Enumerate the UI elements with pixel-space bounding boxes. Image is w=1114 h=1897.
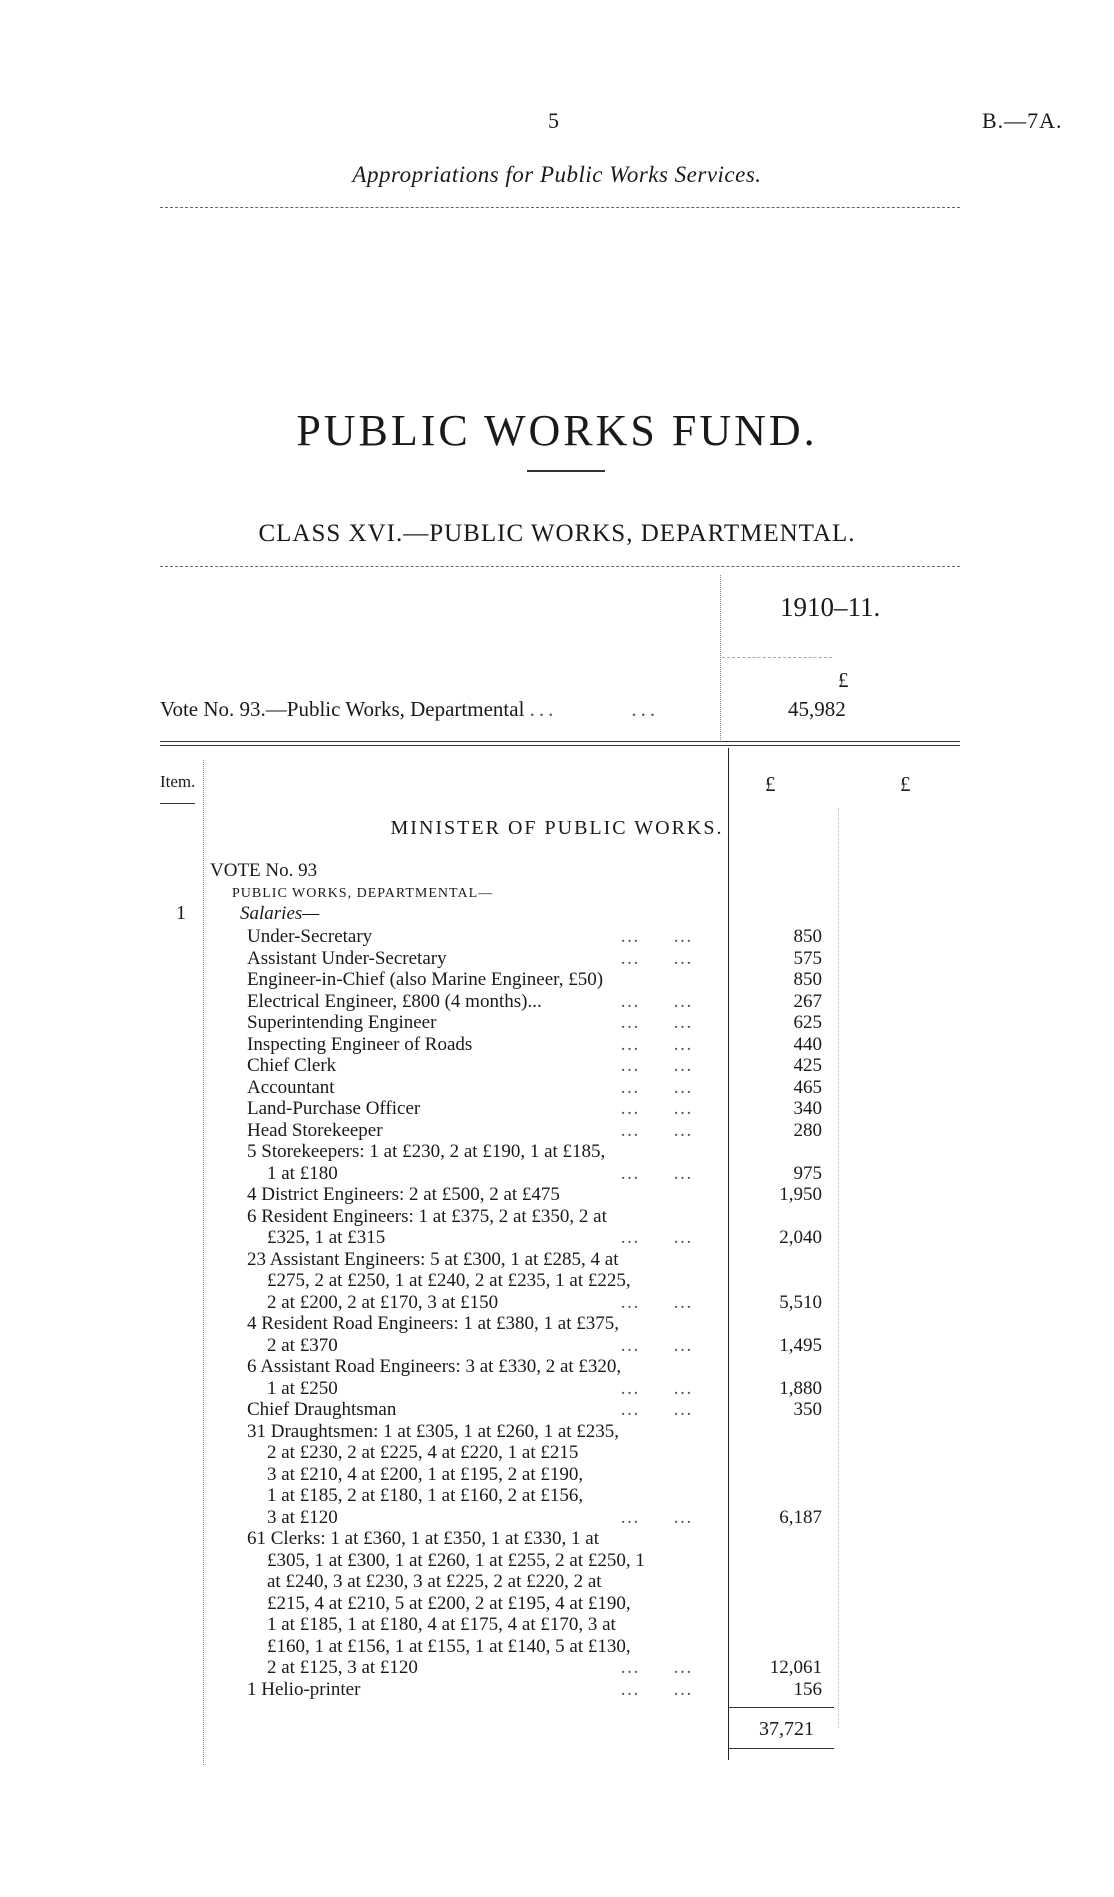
row-amount: 1,950 <box>779 1184 822 1205</box>
row-amount: 350 <box>793 1399 822 1420</box>
total-rule-top <box>729 1707 834 1708</box>
subhead: PUBLIC WORKS, DEPARTMENTAL— <box>232 886 494 901</box>
running-title: Appropriations for Public Works Services. <box>352 162 762 187</box>
leader-dots: … … <box>620 1291 695 1313</box>
table-row <box>0 1292 1114 1314</box>
item-heading: Salaries— <box>240 903 320 924</box>
leader-dots: … … <box>620 1119 695 1141</box>
row-amount: 425 <box>793 1055 822 1076</box>
leader-dots: … … <box>620 1657 695 1678</box>
table-row <box>0 1485 1114 1507</box>
leader-dots: … … <box>620 1012 695 1033</box>
table-row <box>0 1055 1114 1077</box>
page-number: 5 <box>548 108 559 133</box>
row-description: 5 Storekeepers: 1 at £230, 2 at £190, 1 at £185, <box>247 1141 606 1162</box>
row-amount: 156 <box>793 1678 822 1700</box>
row-description: £305, 1 at £300, 1 at £260, 1 at £255, 2 at £250, 1 <box>267 1549 645 1571</box>
row-description: £325, 1 at £315 <box>267 1227 386 1248</box>
class-title: CLASS XVI.—PUBLIC WORKS, DEPARTMENTAL. <box>258 520 856 547</box>
row-amount: 6,187 <box>779 1506 822 1528</box>
table-row <box>0 1313 1114 1335</box>
table-row <box>0 1464 1114 1486</box>
table-row <box>0 1593 1114 1615</box>
title-rule <box>527 470 605 472</box>
row-description: Assistant Under-Secretary <box>247 947 447 969</box>
row-description: Land-Purchase Officer <box>247 1098 421 1119</box>
row-amount: 1,880 <box>779 1377 822 1399</box>
table-row <box>0 1141 1114 1163</box>
table-row <box>0 1227 1114 1249</box>
item-column-header: Item. <box>160 772 196 791</box>
table-row <box>0 1507 1114 1529</box>
row-description: £275, 2 at £250, 1 at £240, 2 at £235, 1 at £225, <box>267 1270 631 1291</box>
row-description: Chief Clerk <box>247 1055 337 1076</box>
table-row <box>0 1077 1114 1099</box>
total-rule-bottom <box>729 1748 834 1749</box>
minister-heading: MINISTER OF PUBLIC WORKS. <box>390 817 724 839</box>
item-header-rule <box>160 803 195 804</box>
table-row <box>0 1571 1114 1593</box>
row-amount: 850 <box>793 969 822 990</box>
total-amount: 37,721 <box>759 1718 814 1740</box>
table-row <box>0 1528 1114 1550</box>
table-row <box>0 1034 1114 1056</box>
row-amount: 2,040 <box>779 1227 822 1248</box>
table-row <box>0 1399 1114 1421</box>
table-row <box>0 1120 1114 1142</box>
row-amount: 850 <box>793 926 822 947</box>
leader-dots: … … <box>620 1334 695 1356</box>
row-amount: 1,495 <box>779 1334 822 1356</box>
row-description: 31 Draughtsmen: 1 at £305, 1 at £260, 1 at £235, <box>247 1420 620 1442</box>
table-row <box>0 1657 1114 1679</box>
row-amount: 440 <box>793 1033 822 1055</box>
year-divider <box>720 575 721 740</box>
row-amount: 267 <box>793 990 822 1012</box>
document-code: B.—7A. <box>982 108 1063 133</box>
row-description: Superintending Engineer <box>247 1012 437 1033</box>
leader-dots: … … <box>620 1055 695 1076</box>
table-row <box>0 1270 1114 1292</box>
header-rule <box>160 207 960 208</box>
row-description: £215, 4 at £210, 5 at £200, 2 at £195, 4 at £190, <box>267 1592 631 1614</box>
table-row <box>0 1442 1114 1464</box>
row-description: 2 at £200, 2 at £170, 3 at £150 <box>267 1291 499 1313</box>
row-description: 6 Assistant Road Engineers: 3 at £330, 2 at £320, <box>247 1356 622 1377</box>
table-row <box>0 1184 1114 1206</box>
row-description: £160, 1 at £156, 1 at £155, 1 at £140, 5 at £130, <box>267 1635 631 1657</box>
row-description: 23 Assistant Engineers: 5 at £300, 1 at £285, 4 at <box>247 1248 619 1270</box>
leader-dots: … … <box>620 1678 695 1700</box>
row-amount: 12,061 <box>769 1657 822 1678</box>
row-description: 1 at £185, 2 at £180, 1 at £160, 2 at £156, <box>267 1485 584 1506</box>
row-amount: 975 <box>793 1162 822 1184</box>
row-description: Under-Secretary <box>247 926 373 947</box>
table-row <box>0 1356 1114 1378</box>
row-description: Head Storekeeper <box>247 1119 383 1141</box>
row-description: Inspecting Engineer of Roads <box>247 1033 473 1055</box>
vote-amount: 45,982 <box>788 697 846 721</box>
table-row <box>0 948 1114 970</box>
table-row <box>0 1012 1114 1034</box>
leader-dots: … … <box>620 1033 695 1055</box>
row-description: Accountant <box>247 1076 335 1098</box>
vote-label: Vote No. 93.—Public Works, Departmental ... ... <box>160 697 660 721</box>
leader-dots: … … <box>620 1399 695 1420</box>
row-amount: 465 <box>793 1076 822 1098</box>
leader-dots: … … <box>620 1506 695 1528</box>
year-rule <box>722 657 832 658</box>
row-description: 1 at £250 <box>267 1377 338 1399</box>
row-description: 1 at £185, 1 at £180, 4 at £175, 4 at £170, 3 at <box>267 1614 616 1635</box>
table-row <box>0 1098 1114 1120</box>
leader-dots: … … <box>620 947 695 969</box>
leader-dots: … … <box>620 926 695 947</box>
row-description: 1 at £180 <box>267 1162 338 1184</box>
leader-dots: … … <box>620 1076 695 1098</box>
vote-number-line: VOTE No. 93 <box>210 860 318 881</box>
row-description: Electrical Engineer, £800 (4 months)... <box>247 990 542 1012</box>
row-amount: 625 <box>793 1012 822 1033</box>
table-row <box>0 1550 1114 1572</box>
year-currency: £ <box>838 668 849 692</box>
table-row <box>0 926 1114 948</box>
row-description: 61 Clerks: 1 at £360, 1 at £350, 1 at £330, 1 at <box>247 1528 599 1549</box>
col1-header: £ <box>765 772 776 796</box>
table-top-rule <box>160 741 960 742</box>
table-row <box>0 1636 1114 1658</box>
table-row <box>0 1249 1114 1271</box>
row-description: 6 Resident Engineers: 1 at £375, 2 at £350, 2 at <box>247 1205 607 1227</box>
table-row <box>0 969 1114 991</box>
row-description: at £240, 3 at £230, 3 at £225, 2 at £220, 2 at <box>267 1571 602 1592</box>
row-description: 4 Resident Road Engineers: 1 at £380, 1 at £375, <box>247 1313 620 1334</box>
table-row <box>0 1378 1114 1400</box>
row-description: 2 at £230, 2 at £225, 4 at £220, 1 at £215 <box>267 1442 579 1463</box>
table-top-rule-2 <box>160 745 960 746</box>
table-row <box>0 1421 1114 1443</box>
row-description: 3 at £210, 4 at £200, 1 at £195, 2 at £190, <box>267 1463 584 1485</box>
row-description: 2 at £125, 3 at £120 <box>267 1657 418 1678</box>
leader-dots: … … <box>620 990 695 1012</box>
col2-header: £ <box>900 772 911 796</box>
table-row <box>0 1163 1114 1185</box>
row-amount: 340 <box>793 1098 822 1119</box>
table-row <box>0 1335 1114 1357</box>
row-amount: 575 <box>793 947 822 969</box>
class-rule <box>160 566 960 567</box>
row-description: Chief Draughtsman <box>247 1399 397 1420</box>
item-number: 1 <box>176 902 186 924</box>
leader-dots: … … <box>620 1377 695 1399</box>
table-row <box>0 1614 1114 1636</box>
row-amount: 280 <box>793 1119 822 1141</box>
leader-dots: … … <box>620 1162 695 1184</box>
leader-dots: … … <box>620 1227 695 1248</box>
row-description: Engineer-in-Chief (also Marine Engineer, £50) <box>247 969 604 990</box>
fiscal-year: 1910–11. <box>780 592 881 622</box>
table-row <box>0 1679 1114 1701</box>
row-description: 4 District Engineers: 2 at £500, 2 at £475 <box>247 1184 560 1205</box>
row-description: 3 at £120 <box>267 1506 338 1528</box>
leader-dots: … … <box>620 1098 695 1119</box>
row-description: 1 Helio-printer <box>247 1678 361 1700</box>
table-row <box>0 1206 1114 1228</box>
row-amount: 5,510 <box>779 1291 822 1313</box>
row-description: 2 at £370 <box>267 1334 338 1356</box>
page-title: PUBLIC WORKS FUND. <box>296 406 818 455</box>
table-row <box>0 991 1114 1013</box>
